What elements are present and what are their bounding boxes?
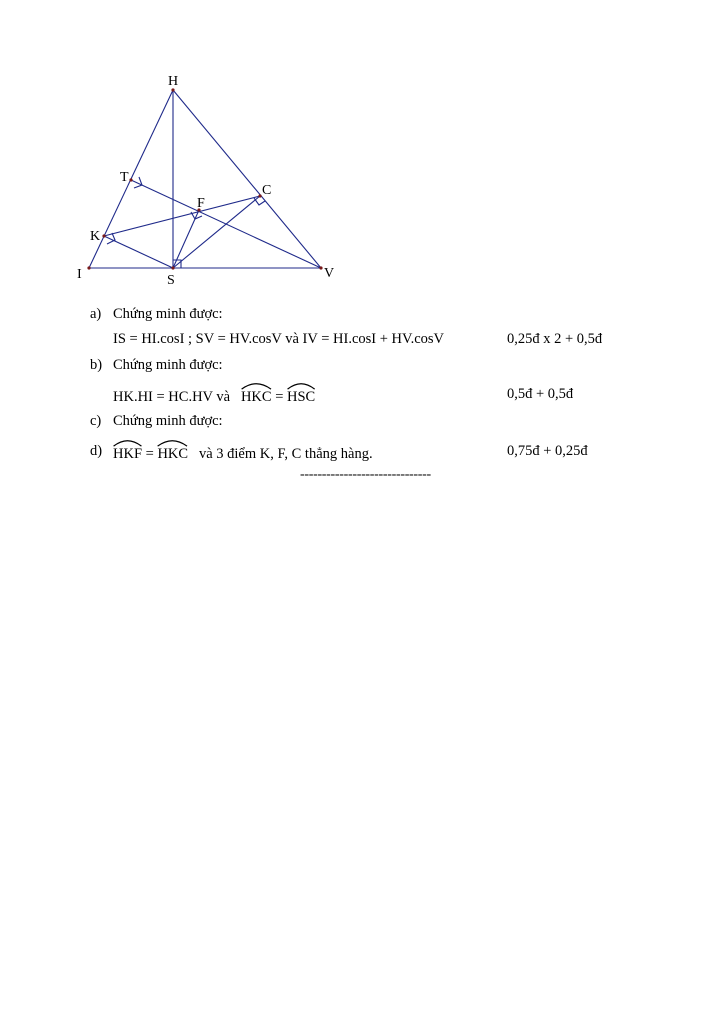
item-d-score: 0,75đ + 0,25đ bbox=[507, 443, 588, 459]
item-b-marker: b) bbox=[90, 357, 103, 373]
item-a-formula: IS = HI.cosI ; SV = HV.cosV và IV = HI.cosI + HV.cosV bbox=[113, 331, 445, 347]
item-d-marker: d) bbox=[90, 443, 103, 459]
point-K bbox=[102, 234, 105, 237]
label-K: K bbox=[90, 229, 101, 244]
item-b-equals: = bbox=[275, 389, 284, 405]
item-c-heading: Chứng minh được: bbox=[113, 413, 223, 429]
item-b-angle-2-text: HSC bbox=[287, 389, 316, 405]
item-b-angle-1 bbox=[241, 385, 272, 406]
item-d-equals: = bbox=[145, 446, 154, 462]
item-b-formula bbox=[113, 385, 315, 406]
segment-VT bbox=[131, 180, 321, 268]
item-b-formula-left: HK.HI = HC.HV và bbox=[113, 389, 231, 405]
end-separator: ------------------------------ bbox=[300, 467, 431, 482]
item-d-angle-1-text: HKF bbox=[113, 446, 143, 462]
item-b-angle-2 bbox=[287, 385, 315, 406]
label-C: C bbox=[262, 183, 272, 198]
item-d-text: và 3 điểm K, F, C thẳng hàng. bbox=[198, 446, 373, 462]
point-I bbox=[87, 266, 90, 269]
item-d-formula bbox=[113, 442, 373, 463]
label-I: I bbox=[77, 267, 82, 282]
item-b-score: 0,5đ + 0,5đ bbox=[507, 386, 574, 402]
point-V bbox=[319, 266, 322, 269]
point-T bbox=[129, 178, 132, 181]
item-a-score: 0,25đ x 2 + 0,5đ bbox=[507, 331, 603, 347]
label-F: F bbox=[197, 196, 205, 211]
label-V: V bbox=[324, 266, 335, 281]
label-H: H bbox=[168, 74, 179, 89]
item-d-angle-1 bbox=[113, 442, 142, 463]
segment-HV bbox=[173, 90, 321, 268]
label-S: S bbox=[167, 273, 175, 288]
geometry-figure bbox=[0, 0, 725, 300]
item-c-marker: c) bbox=[90, 413, 102, 429]
item-a-heading: Chứng minh được: bbox=[113, 306, 223, 322]
item-d-angle-2-text: HKC bbox=[157, 446, 189, 462]
item-b-angle-1-text: HKC bbox=[240, 389, 272, 405]
item-a-marker: a) bbox=[90, 306, 102, 322]
label-T: T bbox=[120, 170, 129, 185]
item-b-heading: Chứng minh được: bbox=[113, 357, 223, 373]
point-S bbox=[171, 266, 174, 269]
item-d-angle-2 bbox=[157, 442, 188, 463]
